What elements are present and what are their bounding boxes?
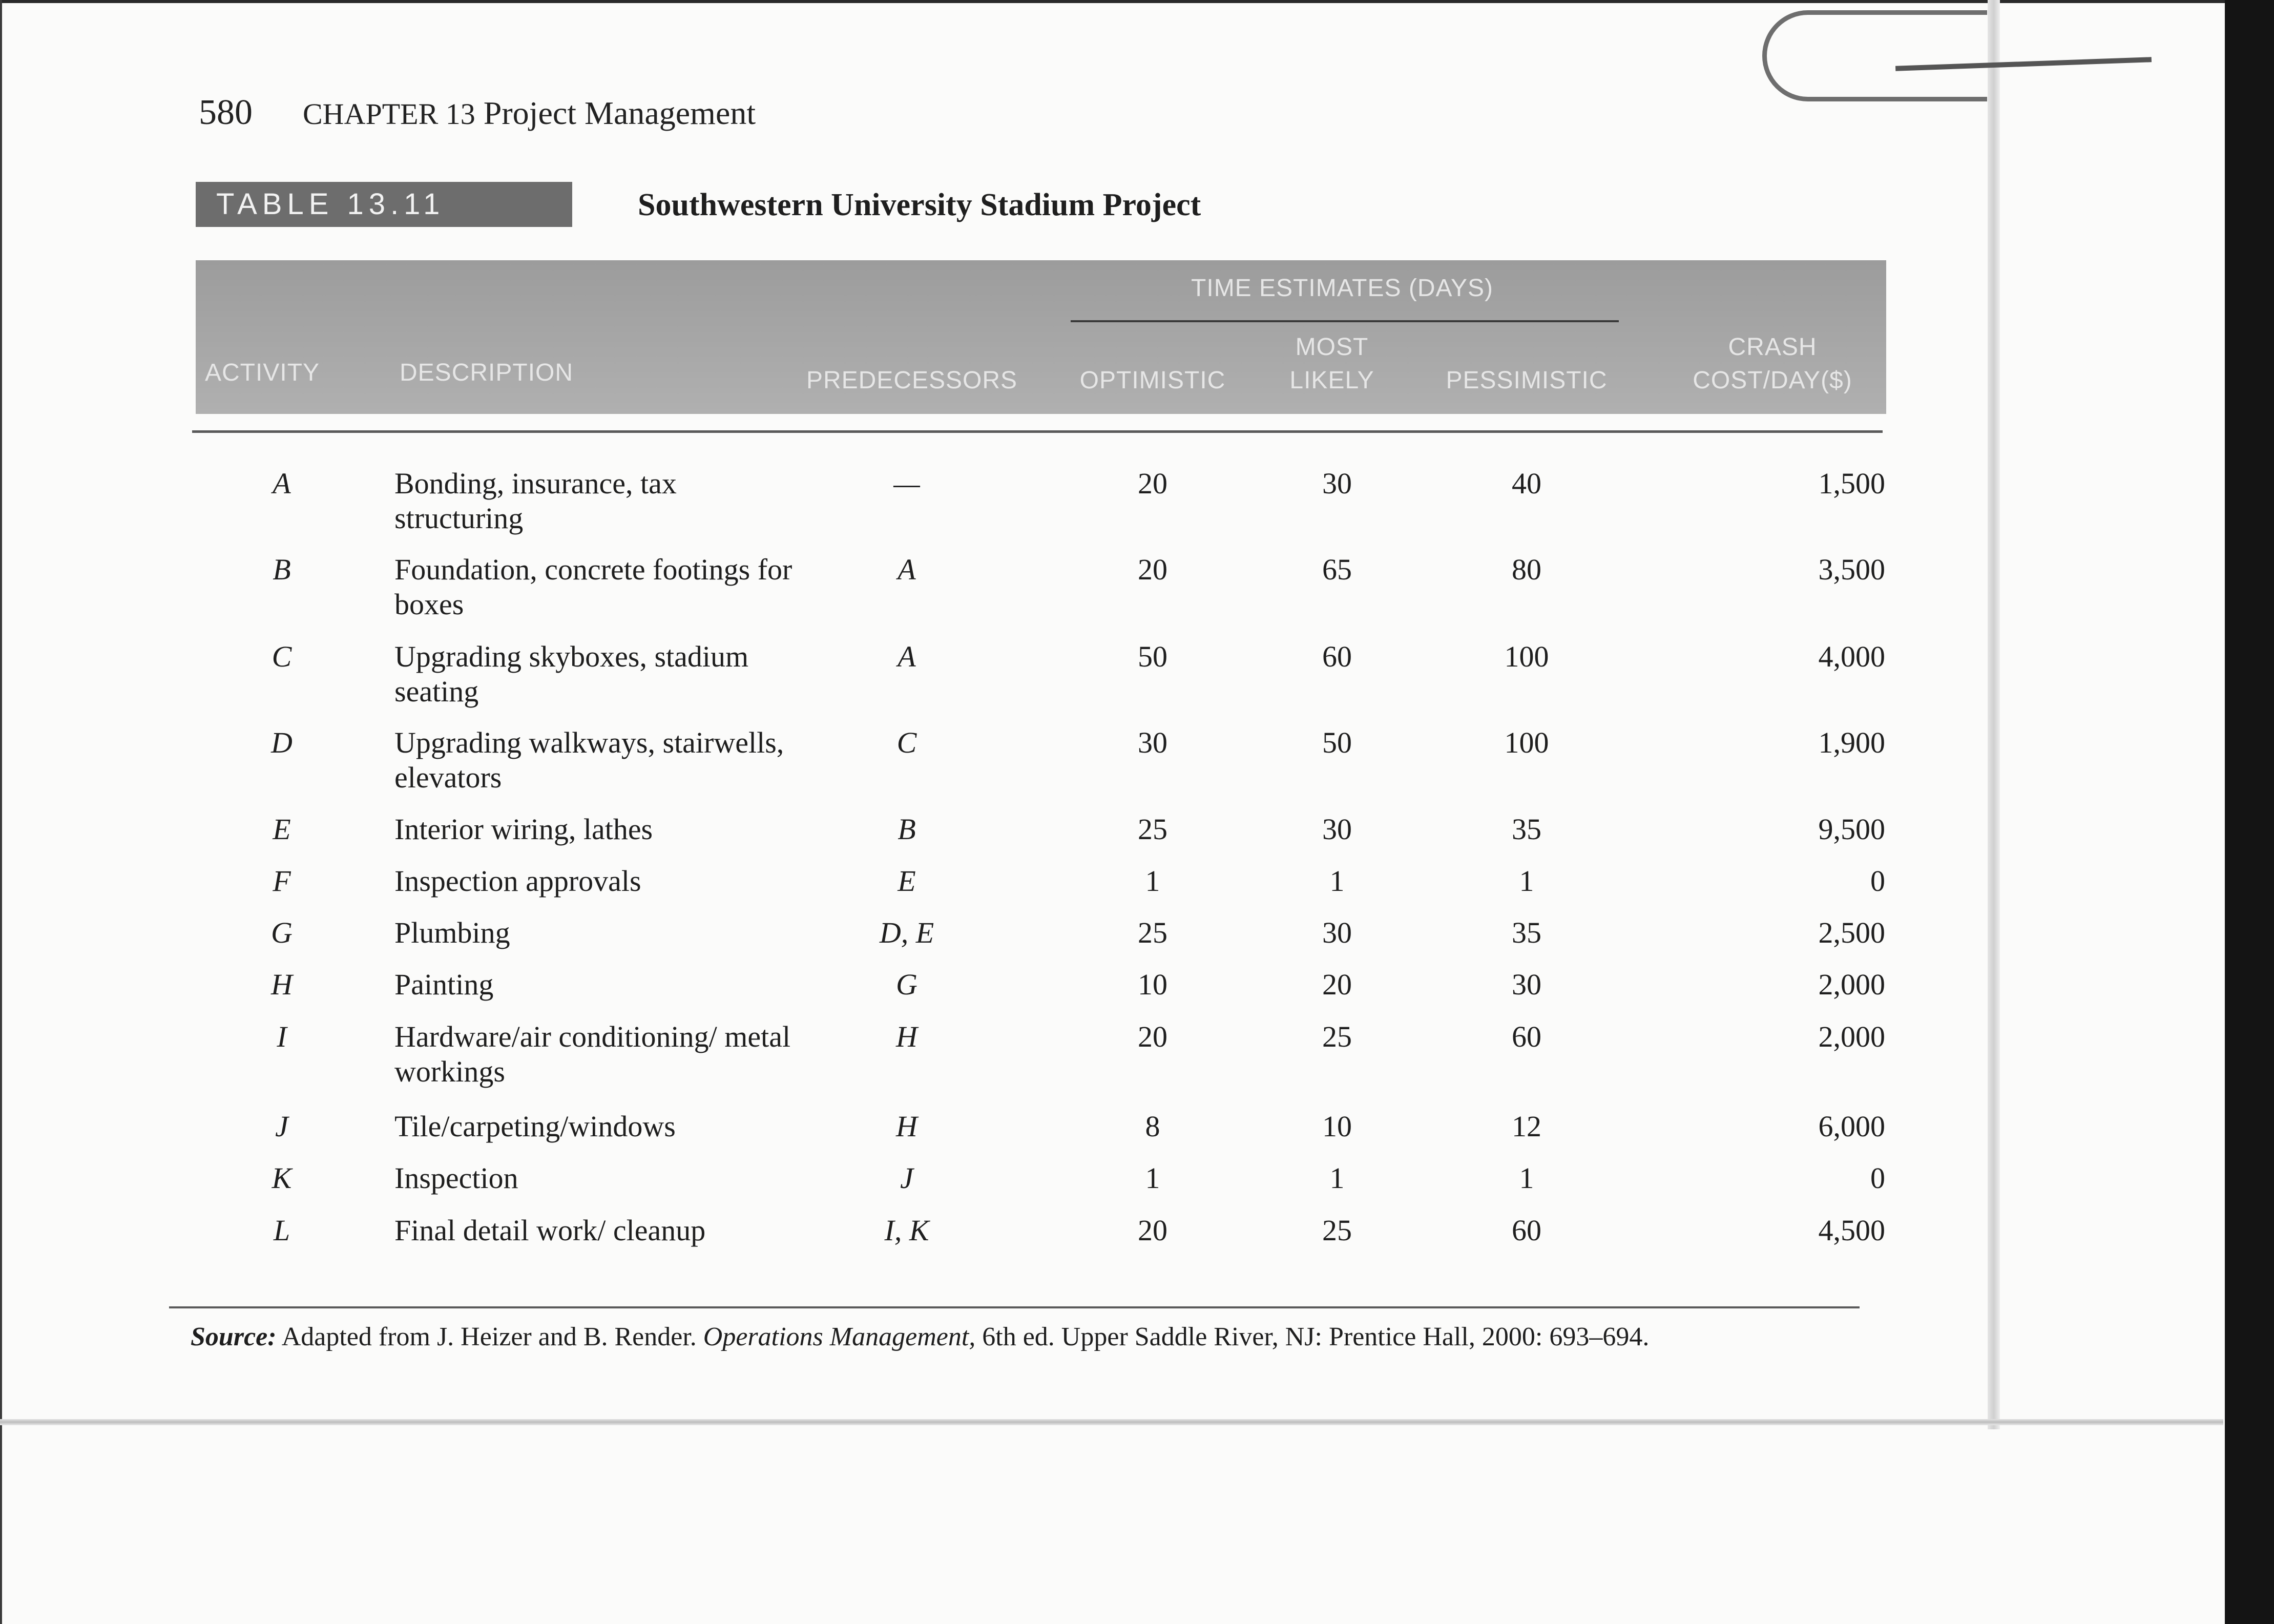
most-likely-cell: 25 (1322, 1020, 1352, 1053)
activity-cell: D (271, 726, 293, 759)
crash-cost-cell: 2,500 (1818, 916, 1885, 949)
pessimistic-cell: 100 (1504, 726, 1549, 759)
page-number: 580 (199, 93, 253, 132)
optimistic-cell: 10 (1138, 968, 1167, 1001)
predecessors-cell: J (900, 1161, 913, 1195)
running-header (199, 92, 756, 133)
table-title: Southwestern University Stadium Project (638, 188, 1201, 222)
crash-cost-cell: 6,000 (1818, 1110, 1885, 1143)
pessimistic-cell: 12 (1512, 1110, 1541, 1143)
pessimistic-cell: 35 (1512, 916, 1541, 949)
pessimistic-cell: 80 (1512, 553, 1541, 586)
crash-cost-cell: 4,000 (1818, 640, 1885, 673)
predecessors-cell: A (898, 553, 916, 586)
optimistic-cell: 1 (1145, 864, 1160, 898)
description-cell: Foundation, concrete footings for boxes (394, 553, 792, 621)
most-likely-cell: 30 (1322, 916, 1352, 949)
scan-left-edge (0, 0, 2, 1624)
optimistic-cell: 1 (1145, 1161, 1160, 1195)
time-estimates-header: TIME ESTIMATES (DAYS) (1191, 275, 1493, 302)
most-likely-cell: 1 (1329, 864, 1345, 898)
optimistic-cell: 20 (1138, 1214, 1167, 1247)
optimistic-cell: 20 (1138, 553, 1167, 586)
description-cell: Bonding, insurance, tax structuring (394, 467, 677, 535)
most-likely-cell: 30 (1322, 813, 1352, 846)
optimistic-cell: 8 (1145, 1110, 1160, 1143)
optimistic-cell: 20 (1138, 1020, 1167, 1053)
paper-clip-icon (1762, 10, 1987, 101)
most-likely-cell: 50 (1322, 726, 1352, 759)
optimistic-cell: 30 (1138, 726, 1167, 759)
pessimistic-cell: 1 (1519, 1161, 1534, 1195)
description-cell: Interior wiring, lathes (394, 813, 653, 846)
scan-top-edge (0, 0, 2274, 3)
activity-cell: E (273, 813, 291, 846)
activity-cell: H (271, 968, 293, 1001)
most-likely-header-line1: MOST (1295, 334, 1369, 361)
description-cell: Upgrading walkways, stairwells, elevators (394, 726, 784, 794)
chapter-label: CHAPTER 13 (303, 97, 475, 131)
pessimistic-cell: 100 (1504, 640, 1549, 673)
description-cell: Tile/carpeting/windows (394, 1110, 676, 1143)
page-bottom-edge (0, 1419, 2223, 1425)
pessimistic-cell: 35 (1512, 813, 1541, 846)
crash-cost-cell: 0 (1870, 1161, 1885, 1195)
most-likely-cell: 20 (1322, 968, 1352, 1001)
predecessors-cell: B (898, 813, 916, 846)
source-text-1: Adapted from J. Heizer and B. Render. (281, 1322, 697, 1351)
predecessors-cell: I, K (884, 1214, 929, 1247)
activity-cell: G (271, 916, 293, 949)
description-cell: Final detail work/ cleanup (394, 1214, 706, 1247)
pessimistic-header: PESSIMISTIC (1446, 367, 1608, 394)
activity-cell: C (272, 640, 292, 673)
table-bottom-rule (169, 1306, 1860, 1308)
crash-header-line2: COST/DAY($) (1693, 367, 1852, 394)
predecessors-cell: A (898, 640, 916, 673)
source-label: Source: (191, 1322, 277, 1351)
most-likely-cell: 25 (1322, 1214, 1352, 1247)
scanner-border (2225, 0, 2274, 1624)
pessimistic-cell: 60 (1512, 1214, 1541, 1247)
predecessors-cell: C (896, 726, 917, 759)
pessimistic-cell: 40 (1512, 467, 1541, 500)
table-header-band (196, 260, 1886, 414)
pessimistic-cell: 30 (1512, 968, 1541, 1001)
pessimistic-cell: 60 (1512, 1020, 1541, 1053)
source-book-title: Operations Management, (703, 1322, 976, 1351)
optimistic-cell: 50 (1138, 640, 1167, 673)
table-number-tag: TABLE 13.11 (196, 182, 572, 227)
predecessors-header: PREDECESSORS (806, 367, 1018, 394)
crash-header-line1: CRASH (1728, 334, 1817, 361)
description-cell: Plumbing (394, 916, 510, 949)
crash-cost-cell: 3,500 (1818, 553, 1885, 586)
source-note (191, 1322, 1649, 1352)
most-likely-cell: 10 (1322, 1110, 1352, 1143)
most-likely-cell: 60 (1322, 640, 1352, 673)
description-cell: Inspection approvals (394, 864, 641, 898)
activity-cell: I (277, 1020, 287, 1053)
description-header: DESCRIPTION (400, 359, 574, 386)
activity-cell: B (273, 553, 291, 586)
optimistic-cell: 20 (1138, 467, 1167, 500)
description-cell: Inspection (394, 1161, 518, 1195)
pessimistic-cell: 1 (1519, 864, 1534, 898)
page-edge-shadow (1988, 0, 2000, 1429)
optimistic-header: OPTIMISTIC (1079, 367, 1226, 394)
activity-cell: A (273, 467, 291, 500)
activity-cell: J (275, 1110, 288, 1143)
most-likely-cell: 30 (1322, 467, 1352, 500)
crash-cost-cell: 1,500 (1818, 467, 1885, 500)
header-bottom-rule (192, 430, 1883, 433)
predecessors-cell: D, E (879, 916, 934, 949)
optimistic-cell: 25 (1138, 813, 1167, 846)
crash-cost-cell: 1,900 (1818, 726, 1885, 759)
description-cell: Hardware/air conditioning/ metal workings (394, 1020, 791, 1088)
crash-cost-cell: 4,500 (1818, 1214, 1885, 1247)
predecessors-cell: — (893, 467, 920, 500)
predecessors-cell: G (896, 968, 917, 1001)
most-likely-cell: 65 (1322, 553, 1352, 586)
predecessors-cell: E (898, 864, 916, 898)
description-cell: Painting (394, 968, 494, 1001)
activity-header: ACTIVITY (205, 359, 320, 386)
time-estimates-rule (1071, 320, 1619, 322)
most-likely-cell: 1 (1329, 1161, 1345, 1195)
description-cell: Upgrading skyboxes, stadium seating (394, 640, 749, 708)
crash-cost-cell: 0 (1870, 864, 1885, 898)
optimistic-cell: 25 (1138, 916, 1167, 949)
activity-cell: F (273, 864, 291, 898)
crash-cost-cell: 2,000 (1818, 968, 1885, 1001)
activity-cell: L (273, 1214, 290, 1247)
predecessors-cell: H (896, 1110, 917, 1143)
most-likely-header-line2: LIKELY (1289, 367, 1374, 394)
source-text-2: 6th ed. Upper Saddle River, NJ: Prentice Hall, 2000: 693–694. (982, 1322, 1650, 1351)
chapter-title: Project Management (483, 95, 756, 131)
crash-cost-cell: 2,000 (1818, 1020, 1885, 1053)
crash-cost-cell: 9,500 (1818, 813, 1885, 846)
predecessors-cell: H (896, 1020, 917, 1053)
activity-cell: K (272, 1161, 292, 1195)
